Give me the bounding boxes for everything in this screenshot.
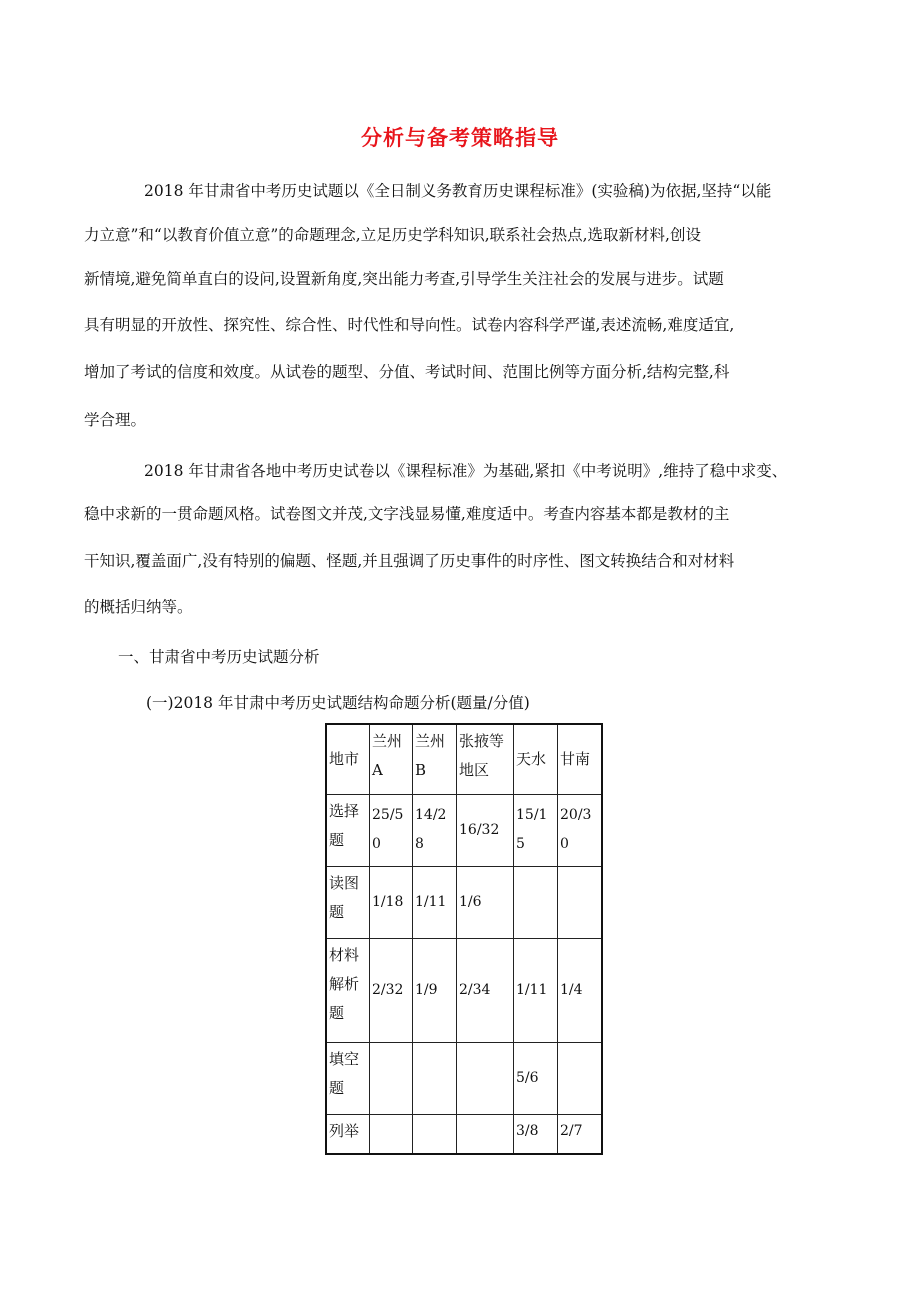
table-cell: 16/32: [457, 794, 514, 866]
row-label: 列举: [326, 1114, 370, 1154]
table-cell: [457, 1114, 514, 1154]
row-label: 填空题: [326, 1042, 370, 1114]
table-cell: 1/6: [457, 866, 514, 938]
table-cell: [413, 1114, 457, 1154]
paragraph-line: 2018 年甘肃省各地中考历史试卷以《课程标准》为基础,紧扣《中考说明》,维持了稳中求变、: [144, 462, 788, 480]
table-row: [326, 794, 602, 866]
paragraph-line: 干知识,覆盖面广,没有特别的偏题、怪题,并且强调了历史事件的时序性、图文转换结合和对材料: [84, 552, 735, 570]
paragraph-line: 的概括归纳等。: [84, 598, 193, 616]
paragraph-line: 具有明显的开放性、探究性、综合性、时代性和导向性。试卷内容科学严谨,表述流畅,难度适宜,: [84, 316, 735, 334]
table-cell: 25/50: [370, 794, 413, 866]
table-row: [326, 1114, 602, 1154]
paragraph-line: 力立意”和“以教育价值立意”的命题理念,立足历史学科知识,联系社会热点,选取新材料,创设: [84, 226, 701, 244]
table-cell: 5/6: [514, 1042, 558, 1114]
exam-structure-table: [325, 723, 603, 1155]
row-label: 材料解析题: [326, 938, 370, 1042]
table-cell: [370, 1114, 413, 1154]
page-title: 分析与备考策略指导: [361, 126, 559, 150]
table-cell: [457, 1042, 514, 1114]
table-cell: 2/7: [558, 1114, 603, 1154]
header-cell: 张掖等地区: [457, 724, 514, 794]
table-cell: 2/34: [457, 938, 514, 1042]
table-cell: [370, 1042, 413, 1114]
table-cell: 1/9: [413, 938, 457, 1042]
section-heading: 一、甘肃省中考历史试题分析: [118, 648, 320, 666]
table-cell: 20/30: [558, 794, 603, 866]
table-cell: 1/11: [413, 866, 457, 938]
header-cell: 天水: [514, 724, 558, 794]
table-row: [326, 1042, 602, 1114]
table-cell: 14/28: [413, 794, 457, 866]
paragraph-line: 学合理。: [84, 411, 147, 429]
table-cell: 1/18: [370, 866, 413, 938]
table-cell: 1/11: [514, 938, 558, 1042]
paragraph-line: 新情境,避免简单直白的设问,设置新角度,突出能力考查,引导学生关注社会的发展与进步。试题: [84, 270, 724, 288]
header-cell: 甘南: [558, 724, 603, 794]
table-cell: 15/15: [514, 794, 558, 866]
table-row: [326, 866, 602, 938]
table-caption: (一)2018 年甘肃中考历史试题结构命题分析(题量/分值): [146, 694, 530, 712]
table-cell: 1/4: [558, 938, 603, 1042]
paragraph-line: 稳中求新的一贯命题风格。试卷图文并茂,文字浅显易懂,难度适中。考查内容基本都是教材的主: [84, 505, 730, 523]
table-row: [326, 938, 602, 1042]
header-cell: 地市: [326, 724, 370, 794]
row-label: 读图题: [326, 866, 370, 938]
paragraph-line: 2018 年甘肃省中考历史试题以《全日制义务教育历史课程标准》(实验稿)为依据,坚持“以能: [144, 182, 772, 200]
table-cell: [558, 866, 603, 938]
header-cell: 兰州A: [370, 724, 413, 794]
table-cell: [514, 866, 558, 938]
table-cell: [558, 1042, 603, 1114]
table-cell: [413, 1042, 457, 1114]
header-cell: 兰州B: [413, 724, 457, 794]
table-cell: 2/32: [370, 938, 413, 1042]
table-cell: 3/8: [514, 1114, 558, 1154]
table-header-row: [326, 724, 602, 794]
row-label: 选择题: [326, 794, 370, 866]
paragraph-line: 增加了考试的信度和效度。从试卷的题型、分值、考试时间、范围比例等方面分析,结构完整,科: [84, 363, 730, 381]
